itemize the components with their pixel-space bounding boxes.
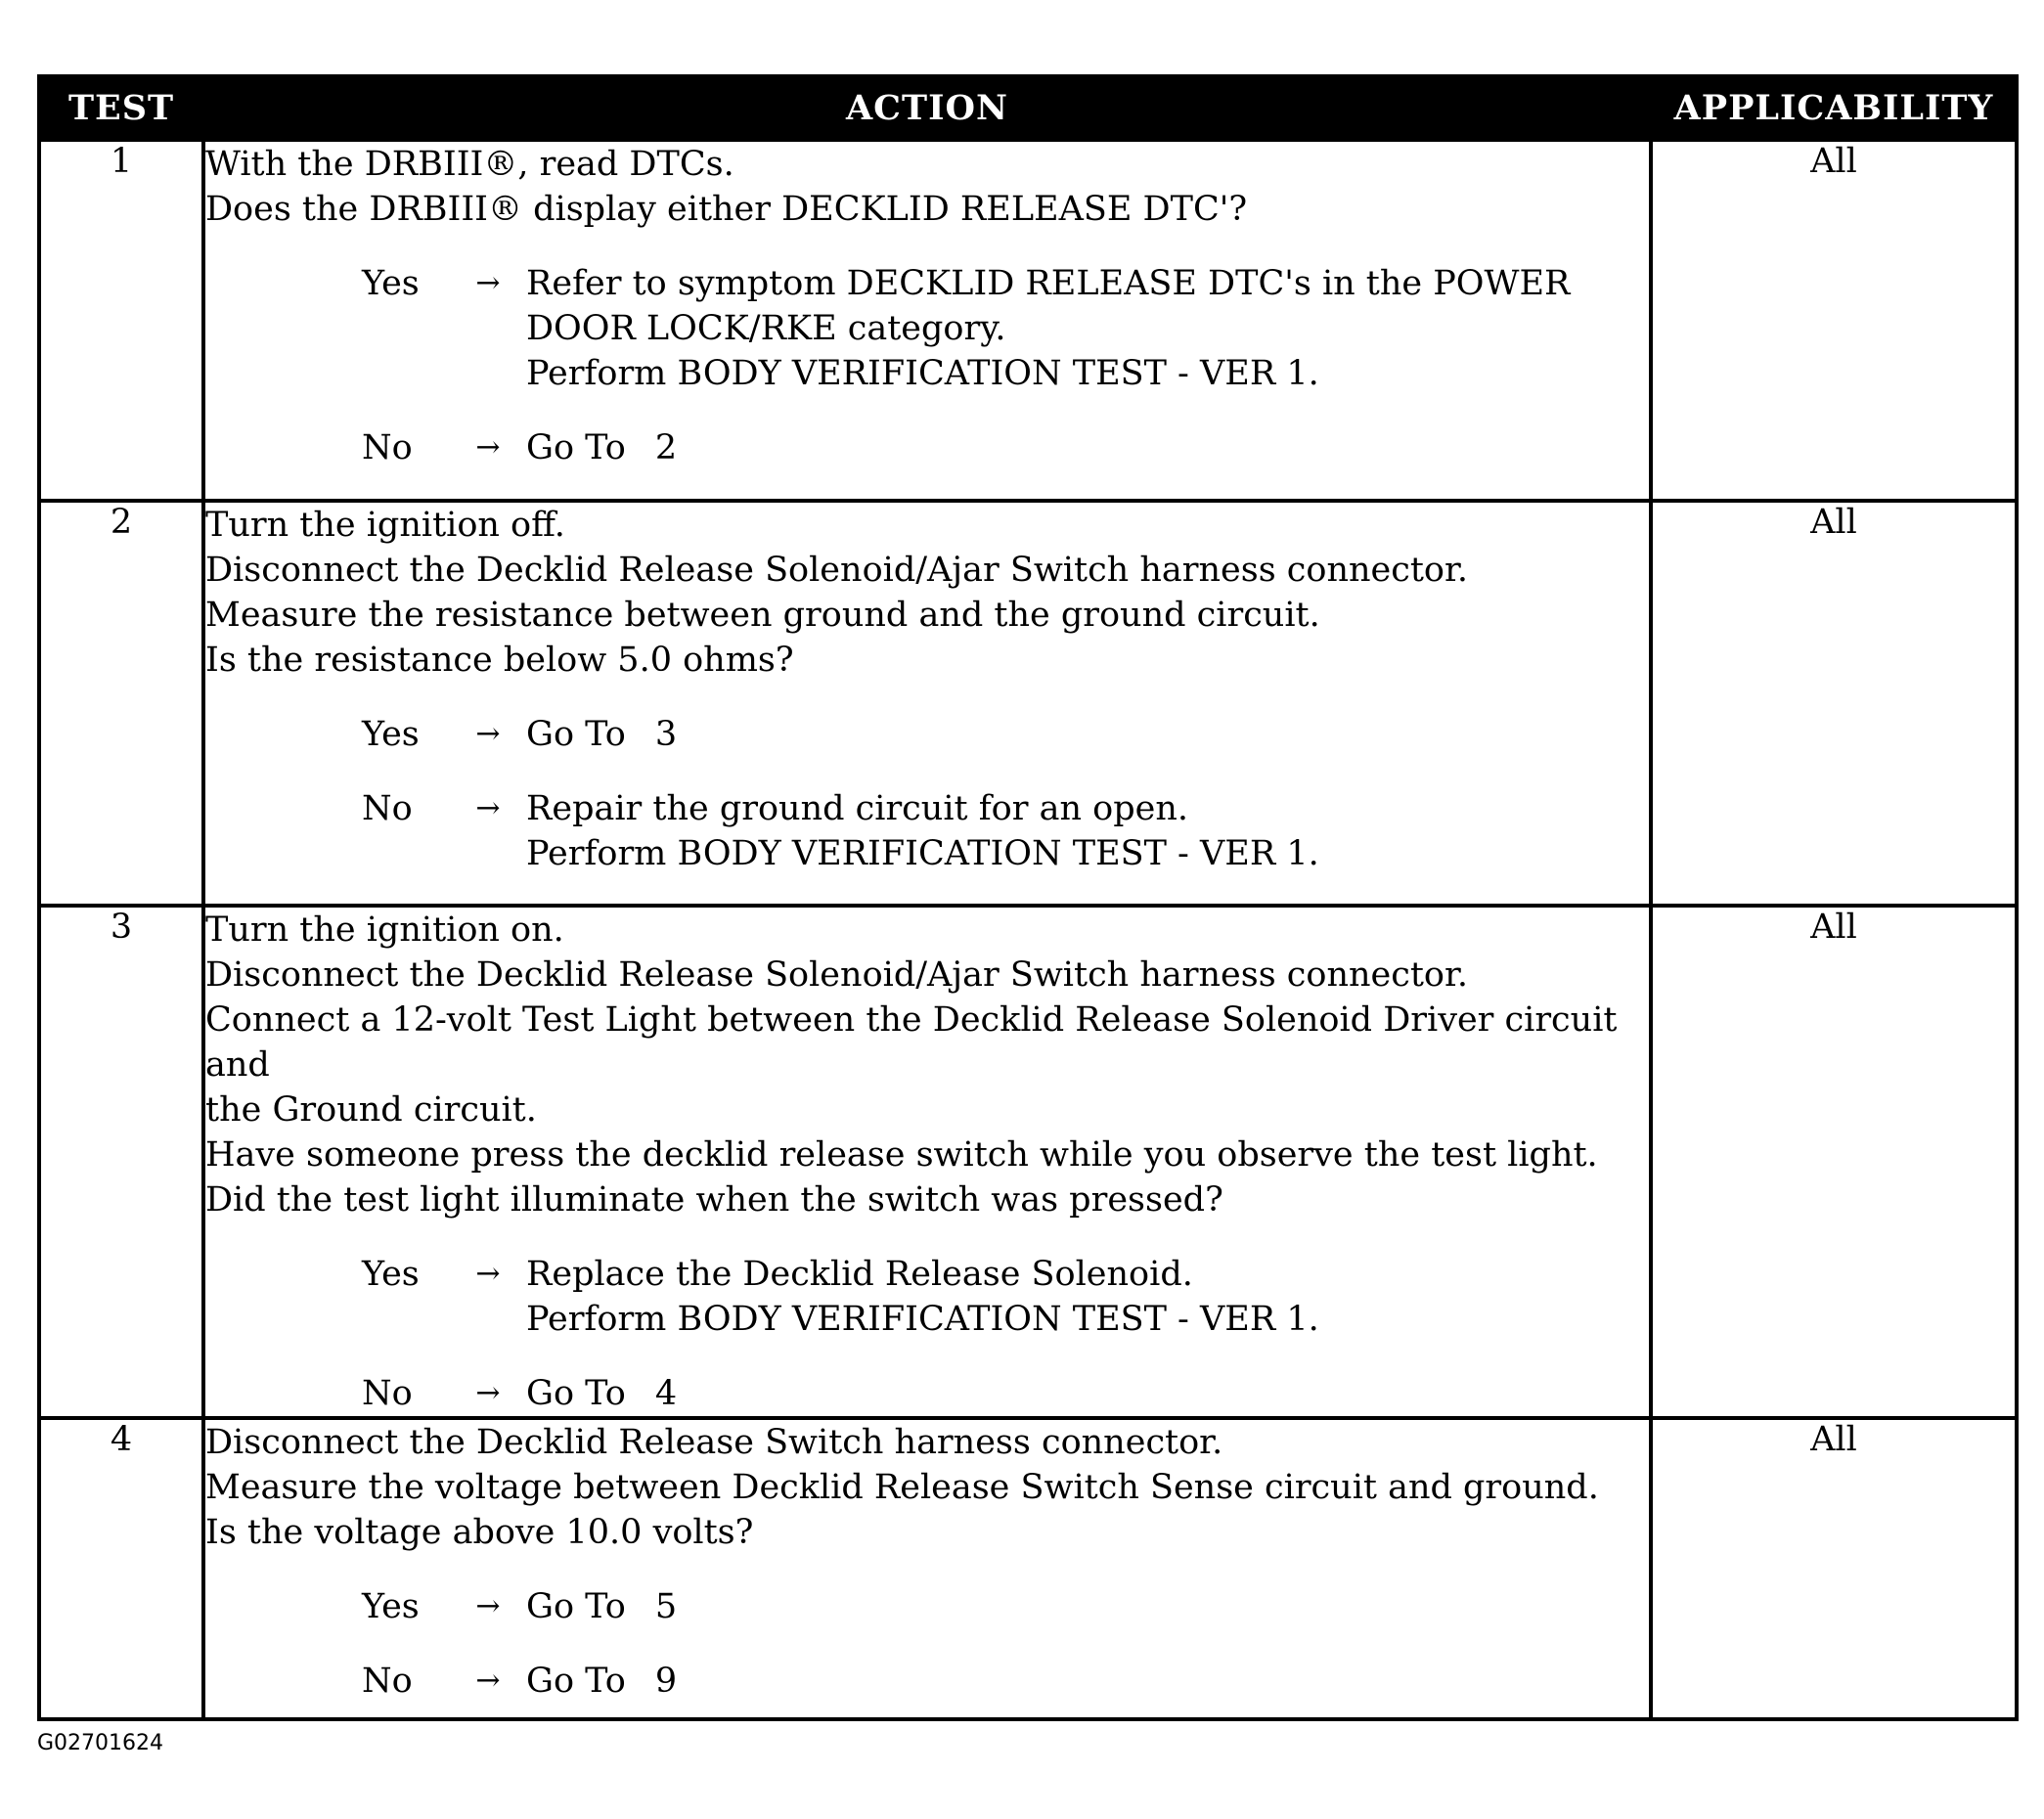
header-action: ACTION [203,76,1651,140]
no-label: No [362,789,413,828]
action-statement: Turn the ignition off. [205,506,565,545]
table-row [39,906,2017,1418]
applicability-cell: All [1651,1418,2017,1719]
test-number: 3 [39,906,203,1418]
goto-label: Go To [526,1587,626,1626]
action-statement: Measure the resistance between ground and the ground circuit. [205,596,1320,635]
no-label: No [362,428,413,467]
action-statement: Does the DRBIII® display either DECKLID RELEASE DTC'? [205,190,1248,229]
header-test: TEST [39,76,203,140]
yes-result [526,261,1649,396]
goto-label: Go To [526,715,626,754]
goto-label: Go To [526,1662,626,1701]
yes-branch [362,1252,1649,1342]
action-statement: the Ground circuit. [205,1090,537,1130]
right-arrow-icon: → [475,717,501,751]
right-arrow-icon: → [475,266,501,300]
no-result [526,786,1649,876]
goto-label: Go To [526,428,626,467]
table-row [39,1418,2017,1719]
yes-branch [362,261,1649,396]
diagnostic-test-table [37,74,2019,1721]
applicability-cell: All [1651,140,2017,501]
yes-result [526,1252,1649,1342]
action-statement: Turn the ignition on. [205,910,564,950]
right-arrow-icon: → [475,1376,501,1410]
table-header-row [39,76,2017,140]
table-row [39,140,2017,501]
action-statement: Disconnect the Decklid Release Switch harness connector. [205,1423,1223,1462]
no-label: No [362,1374,413,1413]
no-branch [362,1371,1649,1416]
action-statement: Disconnect the Decklid Release Solenoid/Ajar Switch harness connector. [205,551,1469,590]
action-statement: Is the resistance below 5.0 ohms? [205,641,794,680]
test-number: 1 [39,140,203,501]
goto-number: 9 [654,1662,678,1701]
goto-number: 5 [654,1587,678,1626]
goto-label: Go To [526,1374,626,1413]
test-number: 2 [39,501,203,906]
action-statement: With the DRBIII®, read DTCs. [205,145,734,184]
action-cell [203,1418,1651,1719]
table-row [39,501,2017,906]
action-statement: Disconnect the Decklid Release Solenoid/Ajar Switch harness connector. [205,955,1469,995]
yes-branch [362,712,1649,757]
yes-result [526,712,1649,757]
no-label: No [362,1662,413,1701]
action-cell [203,501,1651,906]
action-statement: Have someone press the decklid release switch while you observe the test light. [205,1135,1598,1175]
no-branch [362,1659,1649,1704]
yes-label: Yes [362,1255,420,1294]
applicability-cell: All [1651,906,2017,1418]
goto-number: 3 [654,715,678,754]
no-result [526,1659,1649,1704]
result-line: Replace the Decklid Release Solenoid. [526,1255,1193,1294]
action-statement: Is the voltage above 10.0 volts? [205,1513,754,1552]
figure-id: G02701624 [37,1731,164,1755]
result-line: Repair the ground circuit for an open. [526,789,1188,828]
action-statement: Did the test light illuminate when the switch was pressed? [205,1180,1223,1220]
action-statement: Connect a 12-volt Test Light between the Decklid Release Solenoid Driver circuit and [205,1000,1618,1085]
right-arrow-icon: → [475,1589,501,1623]
yes-branch [362,1584,1649,1629]
action-cell [203,140,1651,501]
no-branch [362,425,1649,470]
action-statement: Measure the voltage between Decklid Release Switch Sense circuit and ground. [205,1468,1599,1507]
yes-label: Yes [362,264,420,303]
right-arrow-icon: → [475,1257,501,1291]
yes-result [526,1584,1649,1629]
result-line: Perform BODY VERIFICATION TEST - VER 1. [526,354,1319,393]
right-arrow-icon: → [475,1664,501,1698]
yes-label: Yes [362,1587,420,1626]
no-result [526,1371,1649,1416]
result-line: Refer to symptom DECKLID RELEASE DTC's in the POWER [526,264,1571,303]
goto-number: 4 [654,1374,678,1413]
right-arrow-icon: → [475,430,501,465]
applicability-cell: All [1651,501,2017,906]
test-number: 4 [39,1418,203,1719]
header-applicability: APPLICABILITY [1651,76,2017,140]
result-line: Perform BODY VERIFICATION TEST - VER 1. [526,834,1319,873]
action-cell [203,906,1651,1418]
result-line: Perform BODY VERIFICATION TEST - VER 1. [526,1300,1319,1339]
right-arrow-icon: → [475,791,501,825]
no-branch [362,786,1649,876]
result-line: DOOR LOCK/RKE category. [526,309,1006,348]
no-result [526,425,1649,470]
goto-number: 2 [654,428,678,467]
yes-label: Yes [362,715,420,754]
